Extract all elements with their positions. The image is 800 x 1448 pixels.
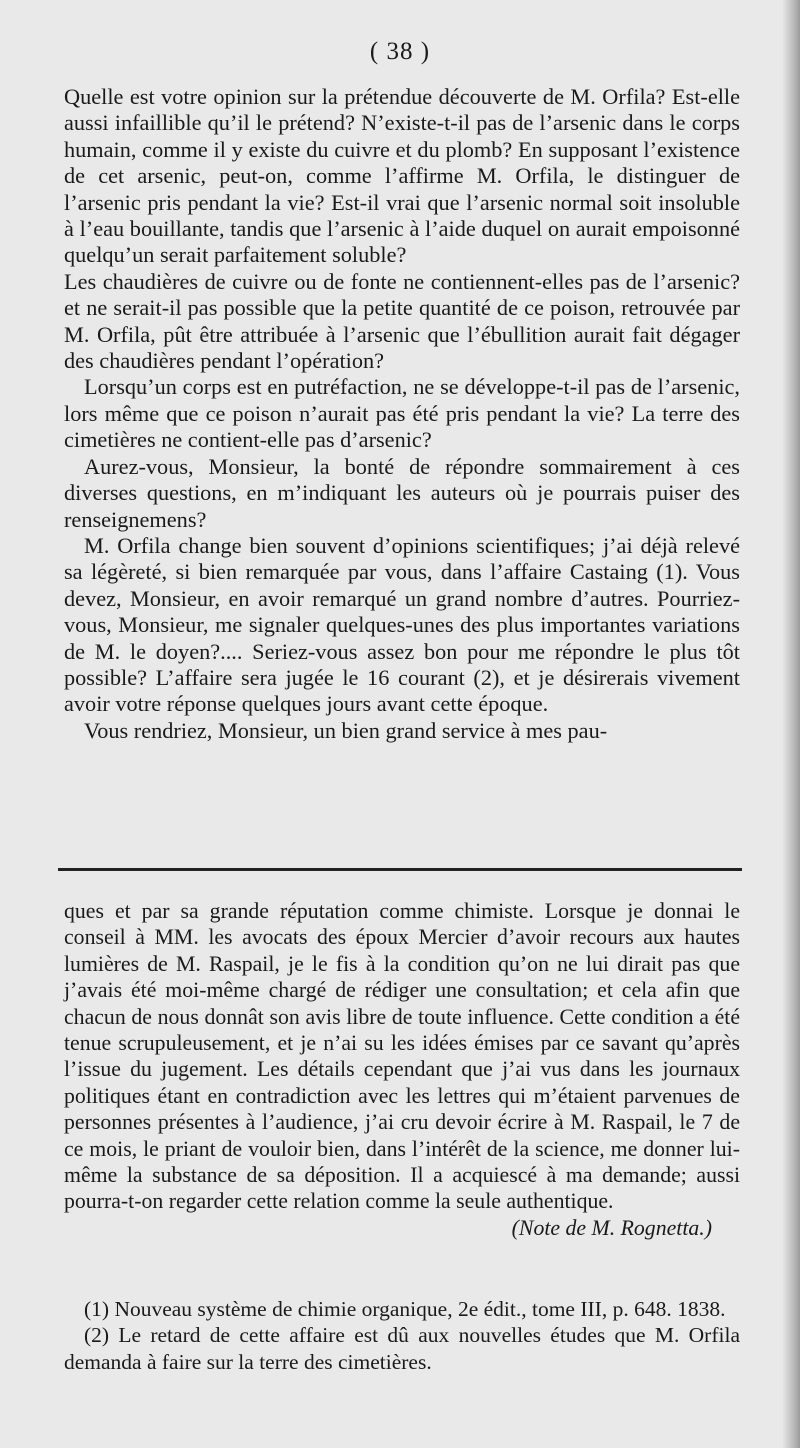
separator-rule xyxy=(58,868,742,871)
paragraph-1: Quelle est votre opinion sur la prétendue découverte de M. Orfila? Est-elle aussi infaillible qu’il le prétend? N’existe-t-il pas de l’arsenic dans le corps humain, comme il y existe du cuivre et du plomb? En supposant l’existence de cet arsenic, peut-on, comme l’affirme M. Orfila, le distinguer de l’arsenic pris pendant la vie? Est-il vrai que l’arsenic normal soit insoluble à l’eau bouillante, tandis que l’arsenic à l’aide duquel on aurait empoisonné quelqu’un serait parfaitement soluble? xyxy=(64,84,740,268)
note-text: ques et par sa grande réputation comme chimiste. Lorsque je donnai le conseil à MM. les avocats des époux Mercier d’avoir recours aux hautes lumières de M. Raspail, je le fis à la condition qu’on ne lui dirait pas que j’avais été moi-même chargé de rédiger une consultation; et cela afin que chacun de nous donnât son avis libre de toute influence. Cette condition a été tenue scrupuleusement, et je n’ai su les idées émises par ce savant qu’après l’issue du jugement. Les détails cependant que j’ai vus dans les journaux politiques étant en contradiction avec les lettres qui m’étaient parvenues de personnes présentes à l’audience, j’ai cru devoir écrire à M. Raspail, le 7 de ce mois, le priant de vouloir bien, dans l’intérêt de la science, me donner lui-même la substance de sa déposition. Il a acquiescé à ma demande; aussi pourra-t-on regarder cette relation comme la seule authentique. xyxy=(64,899,740,1214)
paragraph-2: Les chaudières de cuivre ou de fonte ne contiennent-elles pas de l’arsenic? et ne serait-il pas possible que la petite quantité de ce poison, retrouvée par M. Orfila, pût être attribuée à l’arsenic que l’ébullition aurait fait dégager des chaudières pendant l’opération? xyxy=(64,268,740,374)
footnote-1: (1) Nouveau système de chimie organique, 2e édit., tome III, p. 648. 1838. xyxy=(84,1297,726,1321)
footnote-note xyxy=(64,898,740,1241)
paragraph-6: Vous rendriez, Monsieur, un bien grand service à mes pau- xyxy=(84,717,608,743)
page-number: ( 38 ) xyxy=(369,38,431,65)
paragraph-5: M. Orfila change bien souvent d’opinions scientifiques; j’ai déjà relevé sa légèreté, si bien remarquée par vous, dans l’affaire Castaing (1). Vous devez, Monsieur, en avoir remarqué un grand nombre d’autres. Pourriez-vous, Monsieur, me signaler quelques-unes des plus importantes variations de M. le doyen?.... Seriez-vous assez bon pour me répondre le plus tôt possible? L’affaire sera jugée le 16 courant (2), et je désirerais vivement avoir votre réponse quelques jours avant cette époque. xyxy=(64,532,740,717)
paragraph-4: Aurez-vous, Monsieur, la bonté de répondre sommairement à ces diverses questions, en m’indiquant les auteurs où je pourrais puiser des renseignemens? xyxy=(64,453,740,532)
paragraph-3: Lorsqu’un corps est en putréfaction, ne se développe-t-il pas de l’arsenic, lors même que ce poison n’aurait pas été pris pendant la vie? La terre des cimetières ne contient-elle pas d’arsenic? xyxy=(64,374,740,453)
note-signature: (Note de M. Rognetta.) xyxy=(511,1215,712,1240)
footnotes xyxy=(64,1296,740,1375)
letter-body xyxy=(64,84,740,744)
page-edge-shadow xyxy=(782,0,800,1448)
footnote-2: (2) Le retard de cette affaire est dû aux nouvelles études que M. Orfila demanda à faire sur la terre des cimetières. xyxy=(64,1323,740,1374)
